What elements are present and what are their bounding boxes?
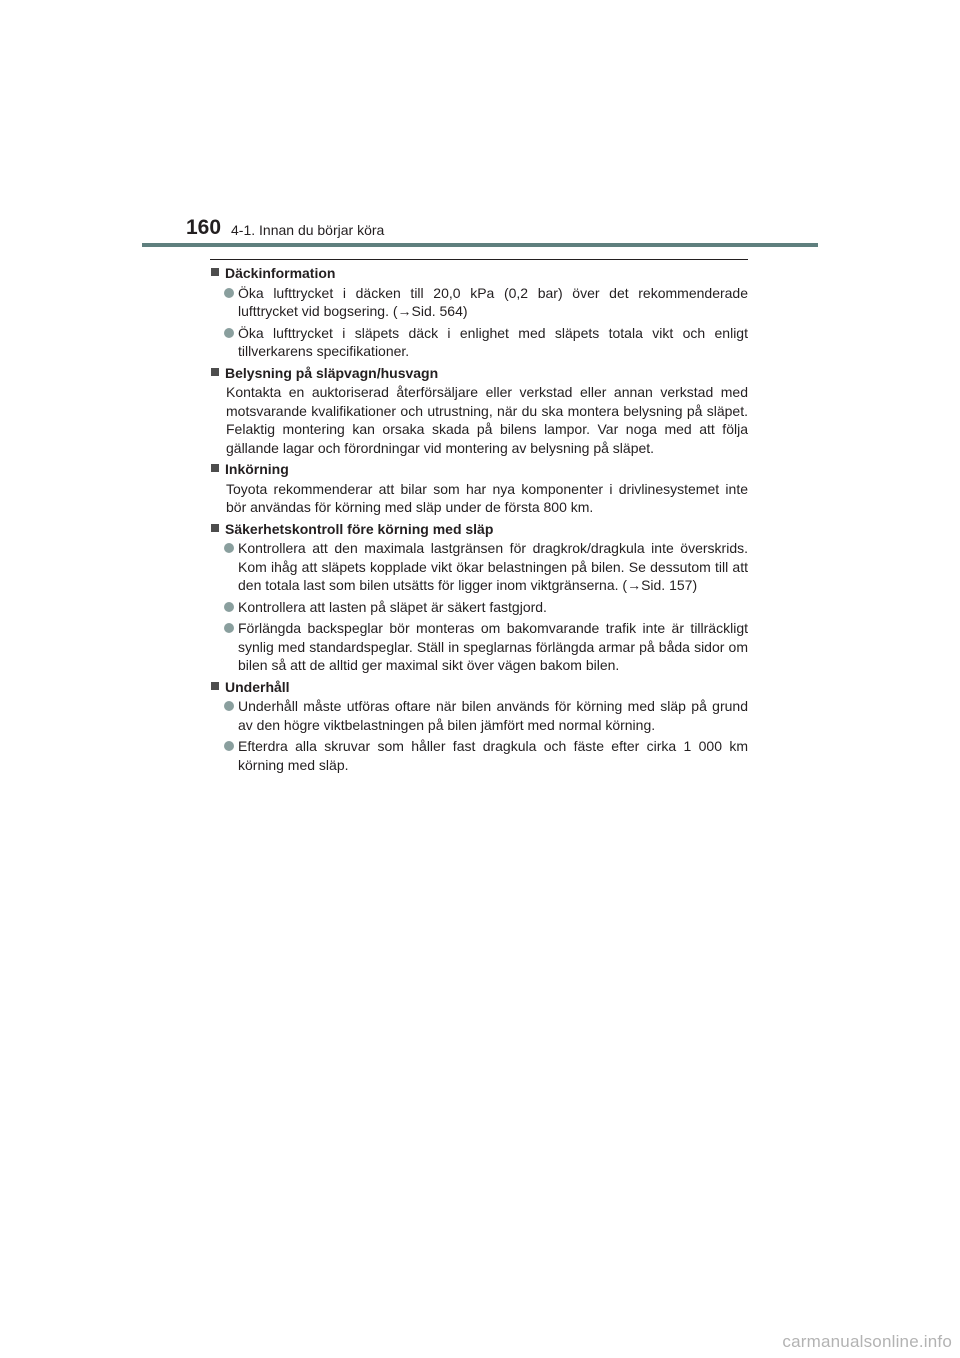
round-bullet-icon xyxy=(224,288,234,298)
round-bullet-icon xyxy=(224,741,234,751)
section-break-in xyxy=(210,460,748,517)
list-item: Förlängda backspeglar bör monteras om bakomvarande trafik inte är tillräckligt synlig med standardspeglar. Ställ in speglarnas förlängda armar på båda sidor om bilen så att de alltid ger maximal sikt över vägen bakom bilen. xyxy=(210,619,748,675)
square-bullet-icon xyxy=(211,464,219,472)
round-bullet-icon xyxy=(224,602,234,612)
chapter-title: 4-1. Innan du börjar köra xyxy=(231,222,385,238)
square-bullet-icon xyxy=(211,368,219,376)
square-bullet-icon xyxy=(211,524,219,532)
page-number: 160 xyxy=(186,216,222,239)
section-paragraph: Toyota rekommenderar att bilar som har nya komponenter i drivlinesystemet inte bör användas för körning med släp under de första 800 km. xyxy=(226,480,748,515)
round-bullet-icon xyxy=(224,623,234,633)
square-bullet-icon xyxy=(211,682,219,690)
section-heading: Däckinformation xyxy=(210,264,748,283)
section-heading: Säkerhetskontroll före körning med släp xyxy=(210,520,748,539)
section-maintenance xyxy=(210,678,748,775)
square-bullet-icon xyxy=(211,268,219,276)
header-bar xyxy=(142,243,818,247)
section-safety-check xyxy=(210,520,748,675)
section-tire-info xyxy=(210,264,748,361)
list-item: Kontrollera att den maximala lastgränsen för dragkrok/dragkula inte överskrids. Kom ihåg att släpets kopplade vikt ökar belastningen på bilen. Se dessutom till att den totala last som bilen utsätts för ligger inom viktgränserna. (→Sid. 157) xyxy=(210,539,748,595)
list-item: Underhåll måste utföras oftare när bilen används för körning med släp på grund av den högre viktbelastningen på bilen jämfört med normal körning. xyxy=(210,697,748,734)
section-heading: Underhåll xyxy=(210,678,748,697)
section-rule xyxy=(210,259,748,260)
list-item: Kontrollera att lasten på släpet är säkert fastgjord. xyxy=(210,598,748,617)
round-bullet-icon xyxy=(224,543,234,553)
watermark: carmanualsonline.info xyxy=(782,1332,952,1351)
page-content xyxy=(210,264,748,777)
round-bullet-icon xyxy=(224,701,234,711)
section-heading: Inkörning xyxy=(210,460,748,479)
section-trailer-lighting xyxy=(210,364,748,458)
round-bullet-icon xyxy=(224,328,234,338)
section-paragraph: Kontakta en auktoriserad återförsäljare eller verkstad eller annan verkstad med motsvarande kvalifikationer och utrustning, när du ska montera belysning på släpet. Felaktig montering kan orsaka skada på bilens lampor. Var noga med att följa gällande lagar och förordningar vid montering av belysning på släpet. xyxy=(226,384,748,456)
list-item: Efterdra alla skruvar som håller fast dragkula och fäste efter cirka 1 000 km körning med släp. xyxy=(210,737,748,774)
section-heading: Belysning på släpvagn/husvagn xyxy=(210,364,748,383)
list-item: Öka lufttrycket i däcken till 20,0 kPa (0,2 bar) över det rekommenderade lufttrycket vid bogsering. (→Sid. 564) xyxy=(210,284,748,321)
list-item: Öka lufttrycket i släpets däck i enlighet med släpets totala vikt och enligt tillverkarens specifikationer. xyxy=(210,324,748,361)
